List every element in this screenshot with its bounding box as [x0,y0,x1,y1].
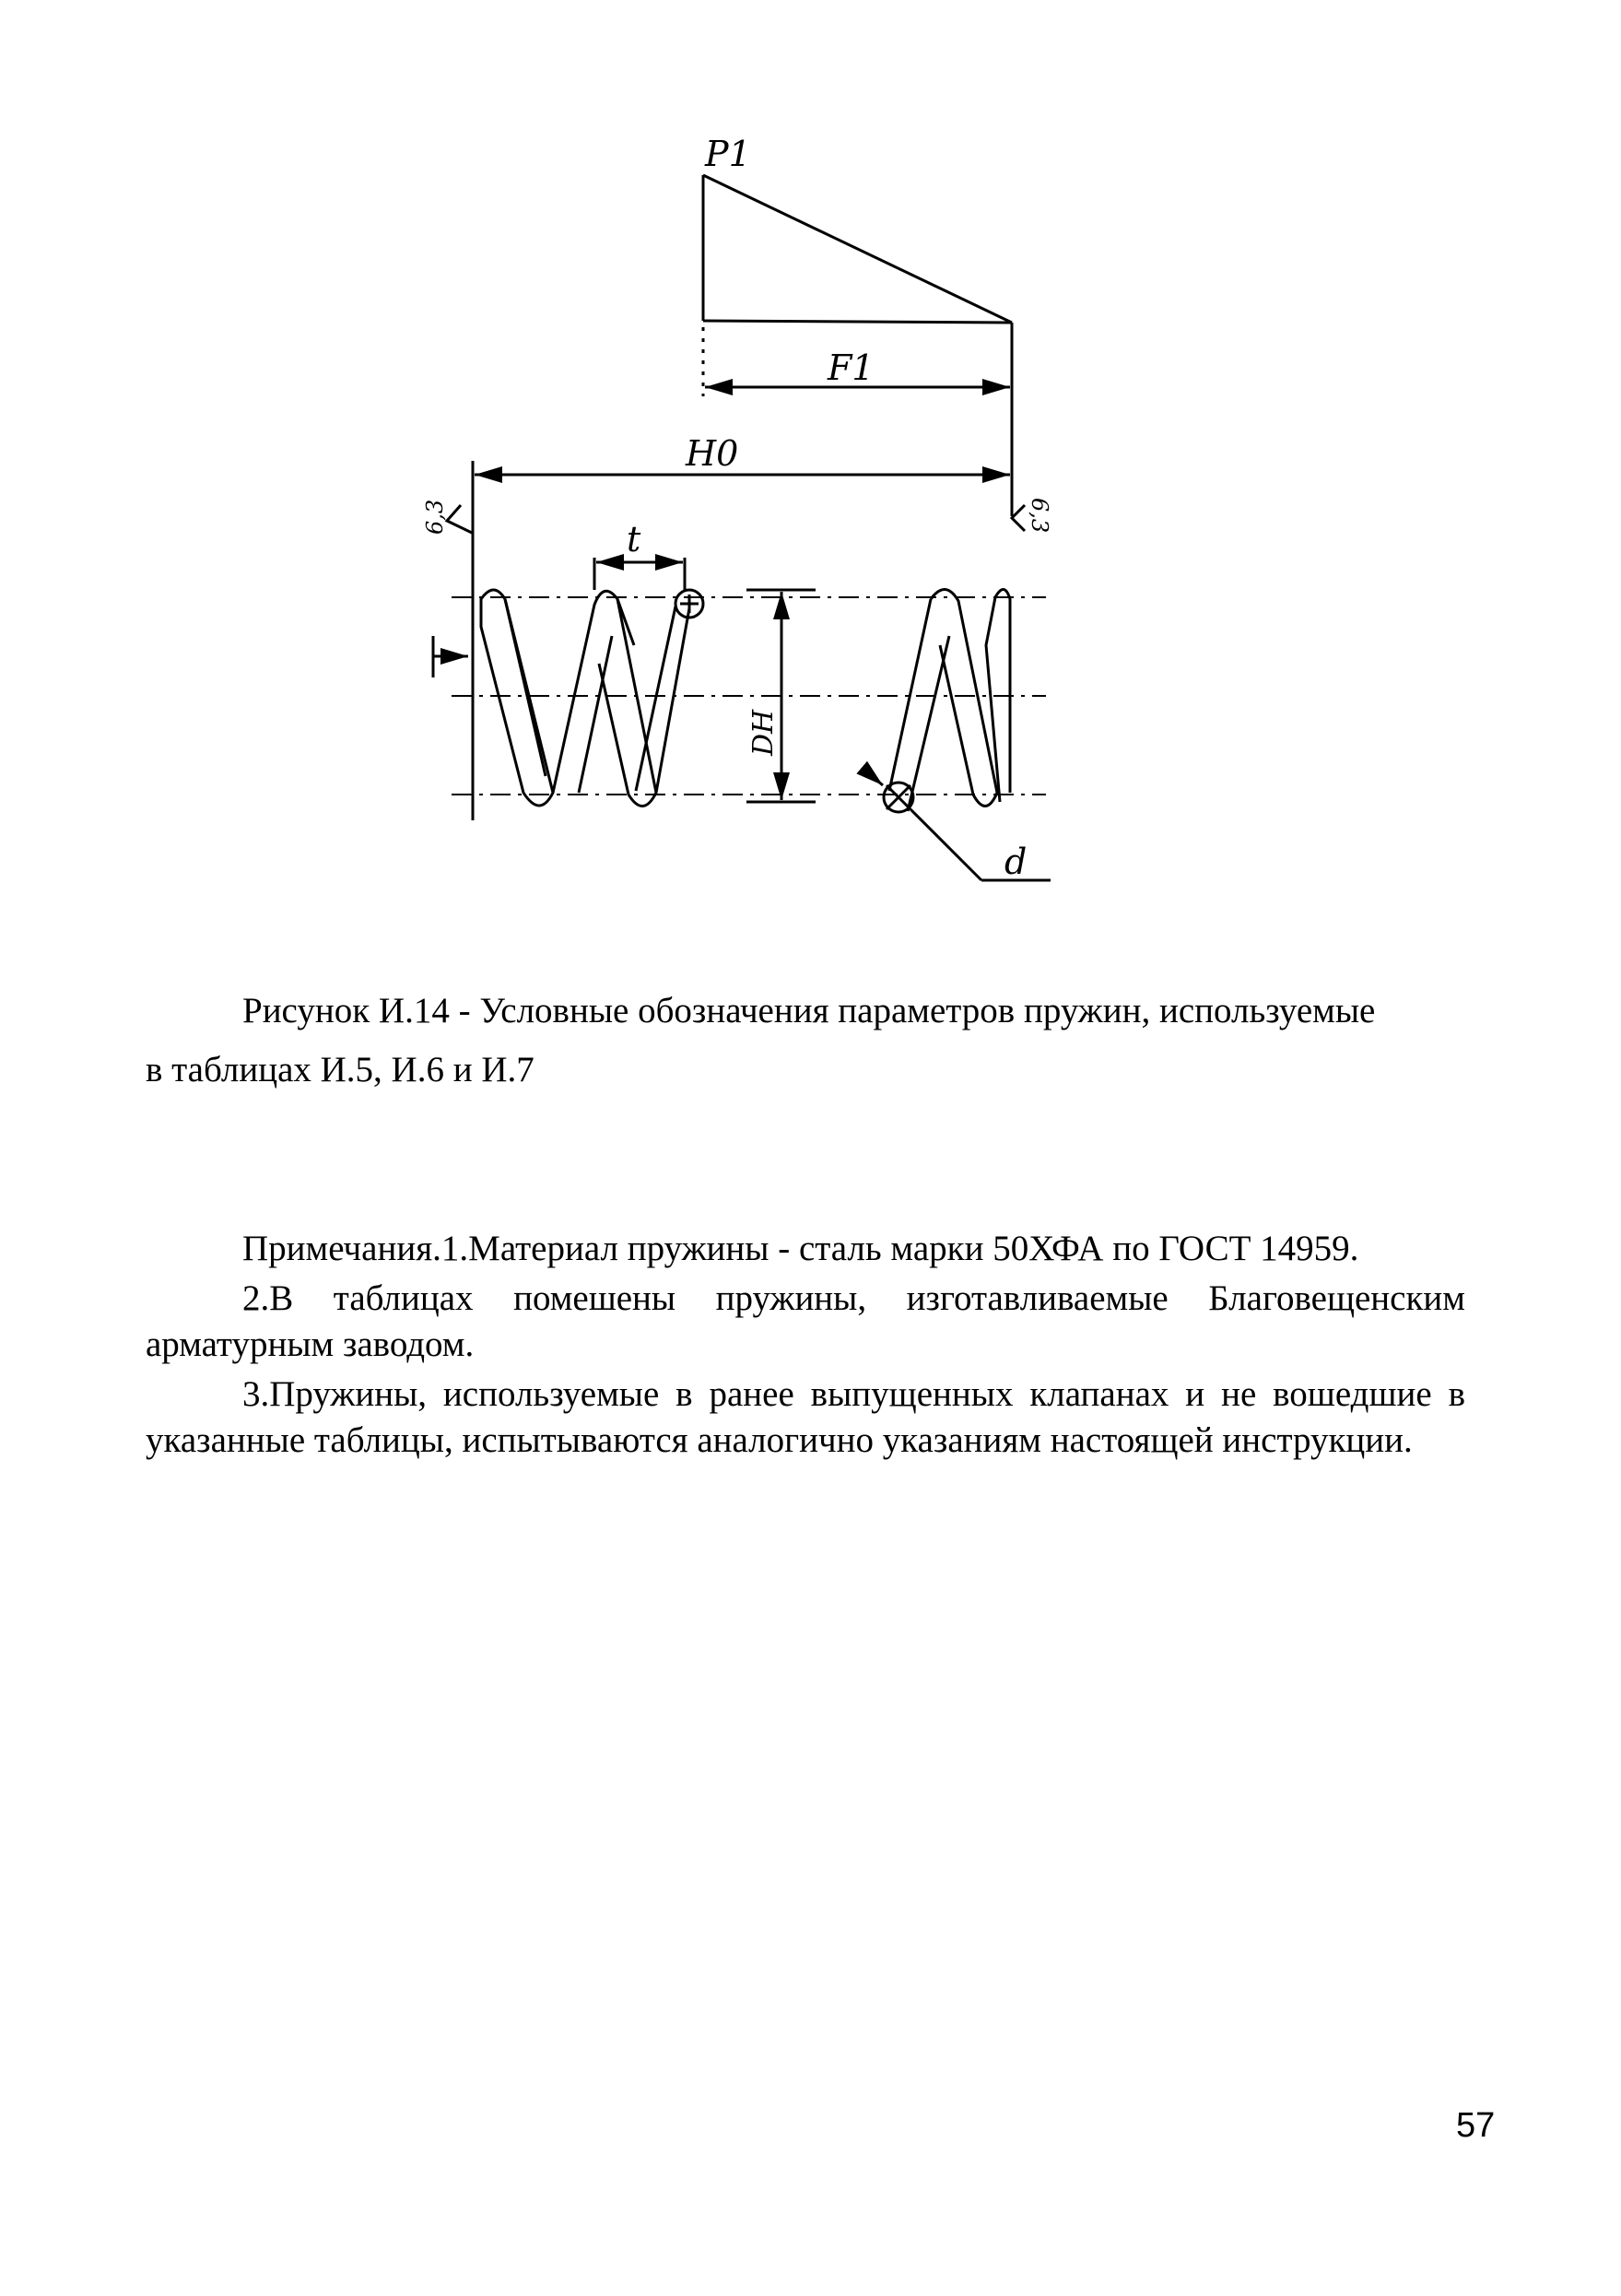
figure-caption [146,982,1482,1100]
spring-coils-right [884,589,1010,812]
free-height-label: H0 [686,433,739,474]
note-1: Примечания.1.Материал пружины - сталь марки 50ХФА по ГОСТ 14959. [242,1229,1359,1268]
pitch-label: t [627,519,641,559]
roughness-mark-left [447,505,472,533]
center-lines [452,597,1046,795]
roughness-left-label: 6,3 [422,499,448,535]
page-number: 57 [1456,2106,1496,2145]
spring-coils-left [473,590,703,820]
note-3: 3.Пружины, используемые в ранее выпущенных клапанах и не вошедшие в указанные таблицы, испытываются аналогично указаниям настоящей инструкции. [146,1374,1465,1460]
caption-line-1: Рисунок И.14 - Условные обозначения параметров пружин, используемые [242,991,1376,1030]
force-label: P1 [705,134,751,174]
pitch-dimension [594,558,685,590]
spring-parameters-drawing [0,0,1621,922]
caption-line-2: в таблицах И.5, И.6 и И.7 [146,1050,534,1089]
note-2: 2.В таблицах помешены пружины, изготавливаемые Благовещенским арматурным заводом. [146,1278,1465,1364]
notes-section [146,1226,1465,1467]
roughness-right-label: 6,3 [1027,498,1052,534]
roughness-mark-right [1012,505,1025,531]
outer-diameter-label: DН [747,709,780,756]
deflection-label: F1 [828,347,875,388]
free-height-dimension [473,461,1010,820]
wire-diameter-label: d [1004,842,1028,882]
load-diagram [703,175,1012,516]
end-marker-left [433,636,468,677]
